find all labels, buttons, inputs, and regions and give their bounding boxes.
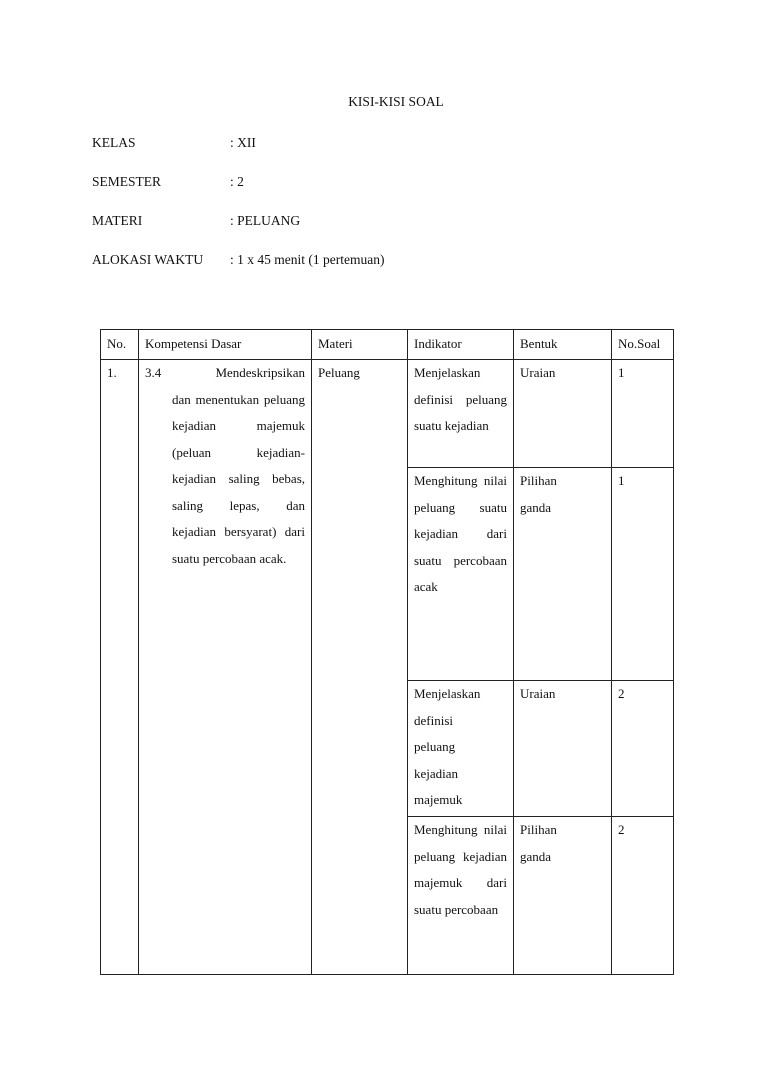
meta-row-semester <box>92 174 244 190</box>
bentuk-text: Pilihan ganda <box>520 822 557 864</box>
cell-bentuk <box>514 817 612 975</box>
header-materi: Materi <box>312 330 408 360</box>
kd-code: 3.4 <box>145 365 162 380</box>
kd-first-line <box>145 360 305 387</box>
table-row <box>101 360 674 468</box>
cell-bentuk <box>514 468 612 681</box>
meta-row-alokasi-waktu <box>92 252 384 268</box>
table-row <box>101 681 674 817</box>
table-header-row <box>101 330 674 360</box>
bentuk-text: Pilihan ganda <box>520 473 557 515</box>
kisi-kisi-table <box>100 329 674 975</box>
meta-value: : 1 x 45 menit (1 pertemuan) <box>230 252 385 267</box>
cell-materi: Peluang <box>312 360 408 681</box>
header-no: No. <box>101 330 139 360</box>
cell-indikator <box>408 681 514 817</box>
cell-kompetensi-dasar <box>139 360 312 681</box>
meta-row-kelas <box>92 135 256 151</box>
header-indikator: Indikator <box>408 330 514 360</box>
header-no-soal: No.Soal <box>612 330 674 360</box>
cell-bentuk: Uraian <box>514 681 612 817</box>
cell-materi-empty <box>312 681 408 975</box>
indikator-text: Menjelaskan definisi peluang kejadian majemuk <box>414 686 481 807</box>
meta-value: : XII <box>230 135 256 150</box>
kd-rest-text: dan menentukan peluang kejadian majemuk (peluan kejadian-kejadian saling bebas, saling lepas, dan kejadian bersyarat) dari suatu percobaan acak. <box>172 391 305 566</box>
meta-label: ALOKASI WAKTU <box>92 252 204 267</box>
indikator-text: Menghitung nilai peluang kejadian majemuk dari suatu percobaan <box>414 822 507 917</box>
meta-label: KELAS <box>92 135 136 150</box>
header-kompetensi-dasar: Kompetensi Dasar <box>139 330 312 360</box>
indikator-text: Menghitung nilai peluang suatu kejadian dari suatu percobaan acak <box>414 473 507 594</box>
kd-text <box>145 360 305 572</box>
cell-no: 1. <box>101 360 139 681</box>
meta-value: : PELUANG <box>230 213 301 228</box>
cell-no-empty <box>101 681 139 975</box>
indikator-text: Menjelaskan definisi peluang suatu kejadian <box>414 365 507 433</box>
meta-row-materi <box>92 213 300 229</box>
cell-indikator <box>408 817 514 975</box>
cell-no-soal: 2 <box>612 817 674 975</box>
meta-label: MATERI <box>92 213 143 228</box>
cell-no-soal: 1 <box>612 468 674 681</box>
cell-indikator <box>408 360 514 468</box>
kd-first-word: Mendeskripsikan <box>215 365 305 380</box>
meta-value: : 2 <box>230 174 244 189</box>
meta-label: SEMESTER <box>92 174 162 189</box>
page-title: KISI-KISI SOAL <box>348 94 444 109</box>
cell-no-soal: 2 <box>612 681 674 817</box>
cell-bentuk: Uraian <box>514 360 612 468</box>
header-bentuk: Bentuk <box>514 330 612 360</box>
cell-kompetensi-dasar-empty <box>139 681 312 975</box>
cell-indikator <box>408 468 514 681</box>
cell-no-soal: 1 <box>612 360 674 468</box>
